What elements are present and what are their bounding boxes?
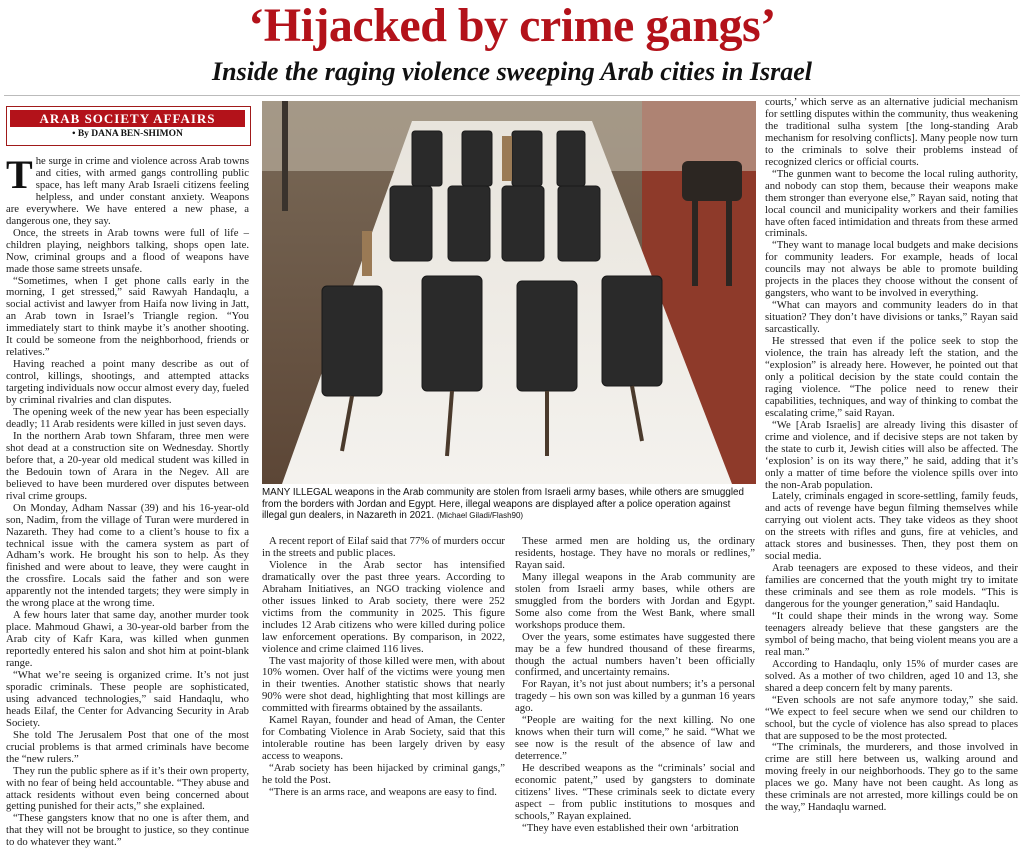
paragraph: “The criminals, the murderers, and those involved in crime are still here between us, walking around and moving freely in our neighborhoods. They go to the same places we go. Many have not been caught. As long as these criminals are not arrested, more killings could be on the way,” Handaqlu warned. [765,741,1018,814]
column-4 [765,97,1018,814]
caption-credit: (Michael Giladi/Flash90) [436,511,524,521]
paragraph: Violence in the Arab sector has intensified dramatically over the past three years. According to Abraham Initiatives, an NGO tracking violence and other issues linked to Arab society, there were 252 victims from the community in 2025. This figure includes 12 Arab citizens who were killed during police law enforcement operations. By comparison, in 2022, violence and crime claimed 116 lives. [262,558,505,655]
headline: ‘Hijacked by crime gangs’ [248,0,776,52]
dropcap: T [6,152,33,197]
paragraph: A few hours later that same day, another murder took place. Mahmoud Ghawi, a 30-year-old barber from the Arab city of Kafr Kara, was killed when gunmen reportedly entered his salon and shot him at point-blank range. [6,609,249,670]
section-box [6,106,251,146]
paragraph: On Monday, Adham Nassar (39) and his 16-year-old son, Nadim, from the village of Turan were murdered in Nazareth. They had come to a client’s house to fix a technical issue with the camera system as part of Adham’s work. He brought his son to help. As they finished and were about to leave, they were caught in the crossfire. Locals said the father and son were apparently not the intended targets; they were simply in the wrong place at the wrong time. [6,501,249,610]
paragraph: “There is an arms race, and weapons are easy to find. [269,786,497,799]
subhead: Inside the raging violence sweeping Arab cities in Israel [212,57,812,86]
column-1 [6,152,249,849]
paragraph: For Rayan, it’s not just about numbers; it’s a personal tragedy – his own son was killed by a gunman 16 years ago. [515,678,755,715]
paragraph: “The gunmen want to become the local ruling authority, and nobody can stop them, because their weapons make them stronger than everyone else,” Rayan said, noting that local council and municipality workers and their families have often faced intimidation and threats from these armed criminals. [765,167,1018,240]
paragraph: “They have even established their own ‘arbitration [522,821,739,834]
paragraph: “They want to manage local budgets and make decisions for community leaders. For example, heads of local councils may not always be able to promote building projects in the places they choose without the consent of gangsters, who want to be involved in everything. [765,239,1018,300]
paragraph: courts,’ which serve as an alternative judicial mechanism for settling disputes within the community, thus weakening the traditional sulha system [the long-standing Arab mechanism for resolving conflicts]. Many people now turn to the criminals to solve their problems instead of recognized clerics or official courts. [765,96,1018,168]
paragraph: She told The Jerusalem Post that one of the most crucial problems is that armed criminals have become the “new rulers.” [6,728,249,765]
paragraph: Once, the streets in Arab towns were full of life – children playing, neighbors talking, shops open late. Now, criminal groups and a flood of weapons have made those same streets unsafe. [6,226,249,275]
paragraph: Arab teenagers are exposed to these videos, and their families are concerned that the youth might try to imitate these criminals and see them as role models. “This is dangerous for the younger generation,” said Handaqlu. [765,562,1018,611]
paragraph: Kamel Rayan, founder and head of Aman, the Center for Combating Violence in Arab Society, said that this intolerable routine has been largely driven by easy access to weapons. [262,714,505,763]
paragraph: He described weapons as the “criminals’ social and economic patent,” used by gangsters to dominate citizens’ lives. “These criminals seek to dictate every aspect – from public institutions to mosques and schools,” Rayan explained. [515,762,755,822]
paragraph: “What we’re seeing is organized crime. It’s not just sporadic criminals. These people are sophisticated, using advanced technologies,” said Handaqlu, who heads Eilaf, the Center for Advancing Security in Arab Society. [6,668,249,729]
paragraph: Lately, criminals engaged in score-settling, family feuds, and acts of revenge have begun filming themselves while carrying out violent acts. They take videos as they shoot on the streets with rifles and guns, fire at vehicles, and attack stores and businesses. Then, they post them on social media. [765,490,1018,563]
paragraph: Having reached a point many describe as out of control, killings, shootings, and attempted attacks targeting individuals now occur almost every day, fueled by criminal rivalries and clan disputes. [6,358,249,407]
paragraph: “These gangsters know that no one is after them, and that they will not be brought to justice, so they continue to do whatever they want.” [6,812,249,849]
paragraph: The surge in crime and violence across Arab towns and cities, with armed gangs controlling public space, has left many Arab Israeli citizens feeling helpless, and under constant anxiety. Weapons are everywhere. We have entered a new phase, a dangerous one, they say. [6,152,249,227]
paragraph: “It could shape their minds in the wrong way. Some teenagers already believe that these gangsters are the symbol of being macho, that being violent means you are a real man.” [765,609,1018,658]
paragraph: He stressed that even if the police seek to stop the violence, the train has already left the station, and the “explosion” is already here. However, he pointed out that only a political decision by the state could contain the raging violence. “The police need to renew their capabilities, techniques, and way of thinking to combat the escalating crime,” said Rayan. [765,335,1018,419]
paragraph: “Arab society has been hijacked by criminal gangs,” he told the Post. [262,762,505,787]
paragraph: “What can mayors and community leaders do in that situation? They don’t have divisions or tanks,” Rayan said sarcastically. [765,299,1018,336]
paragraph: “We [Arab Israelis] are already living this disaster of crime and violence, and if decisive steps are not taken by the state to curb it, Jewish cities will also be affected. The ‘explosion’ is on its way there,” he said, adding that it’s only a matter of time before the violence spills over into the non-Arab population. [765,418,1018,491]
paragraph: Many illegal weapons in the Arab community are stolen from Israeli army bases, while others are smuggled from the borders with Jordan and Egypt. Some also come from the West Bank, where small workshops produce them. [515,570,755,631]
paragraph: “Sometimes, when I get phone calls early in the morning, I get stressed,” said Rawyah Handaqlu, a social activist and lawyer from Haifa now living in Jatt, an Arab town in Israel’s Triangle region. “You immediately start to think maybe it’s another shooting. It could be someone from the neighborhood, friends or relatives.” [6,274,249,359]
paragraph: They run the public sphere as if it’s their own property, with no fear of being held accountable. “They abuse and attack residents without even being concerned about getting punished for their acts,” she explained. [6,764,249,813]
weapons-photo [262,101,756,484]
column-3 [515,536,755,835]
column-2 [262,536,505,799]
photo-caption [262,487,756,522]
section-title: ARAB SOCIETY AFFAIRS [10,110,245,127]
paragraph: A recent report of Eilaf said that 77% of murders occur in the streets and public places. [262,535,505,559]
paragraph: According to Handaqlu, only 15% of murder cases are solved. As a mother of two children, aged 10 and 13, she shared a deep concern felt by many parents. [765,657,1018,694]
caption-text: MANY ILLEGAL weapons in the Arab community are stolen from Israeli army bases, while others are smuggled from the borders with Jordan and Egypt. Here, illegal weapons are displayed after a police operation against illegal gun dealers, in Nazareth in 2021. [262,487,744,522]
paragraph: The vast majority of those killed were men, with about 10% women. Over half of the victims were young men in their twenties. Another statistic shows that nearly 90% were shot dead, highlighting that most killings are committed with firearms obtained by the assailants. [262,654,505,715]
paragraph: “People are waiting for the next killing. No one knows when their turn will come,” he said. “What we see now is the result of the absence of law and deterrence.” [515,714,755,763]
paragraph: These armed men are holding us, the ordinary residents, hostage. They have no morals or redlines,” Rayan said. [515,535,755,571]
byline: • By DANA BEN-SHIMON [72,129,183,139]
paragraph: Over the years, some estimates have suggested there may be a few hundred thousand of these firearms, though the actual numbers haven’t been officially confirmed, and uncertainty remains. [515,630,755,679]
paragraph: The opening week of the new year has been especially deadly; 11 Arab residents were killed in just seven days. [6,406,249,430]
paragraph: In the northern Arab town Shfaram, three men were shot dead at a construction site on Wednesday. Shortly before that, a 20-year old medical student was killed in the Bedouin town of Arara in the Negev. All are believed to have been murdered over disputes between rival crime groups. [6,429,249,502]
paragraph: “Even schools are not safe anymore today,” she said. “We expect to feel secure when we send our children to school, but the cycle of violence has also spread to places that are supposed to be the most protected. [765,693,1018,742]
